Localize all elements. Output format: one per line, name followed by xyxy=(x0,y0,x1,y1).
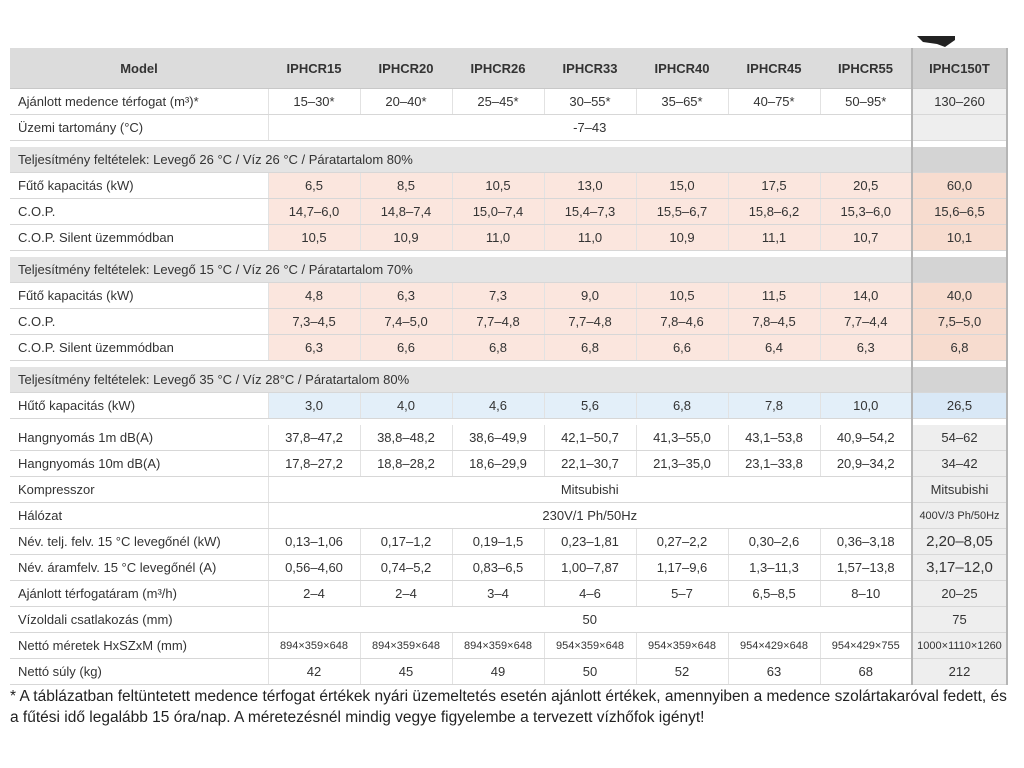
row-label: Név. telj. felv. 15 °C levegőnél (kW) xyxy=(10,529,268,555)
cell: 50–95* xyxy=(820,89,912,115)
cell: 6,3 xyxy=(268,335,360,361)
cell: 3–4 xyxy=(452,581,544,607)
cell: 15,6–6,5 xyxy=(912,199,1007,225)
cell: 15,0 xyxy=(636,173,728,199)
cell: 20,9–34,2 xyxy=(820,451,912,477)
cell: 7,3–4,5 xyxy=(268,309,360,335)
cell: 18,6–29,9 xyxy=(452,451,544,477)
row-label: Név. áramfelv. 15 °C levegőnél (A) xyxy=(10,555,268,581)
section-title: Teljesítmény feltételek: Levegő 35 °C / Víz 28°C / Páratartalom 80% xyxy=(10,367,912,393)
cell: 10,5 xyxy=(636,283,728,309)
spec-table xyxy=(10,48,1008,685)
row-label: Nettó súly (kg) xyxy=(10,659,268,685)
cell: 21,3–35,0 xyxy=(636,451,728,477)
cell: 7,8 xyxy=(728,393,820,419)
cell: 8,5 xyxy=(360,173,452,199)
cell: 0,30–2,6 xyxy=(728,529,820,555)
cell: 6,8 xyxy=(544,335,636,361)
cell: 4,6 xyxy=(452,393,544,419)
cell: 0,74–5,2 xyxy=(360,555,452,581)
row-label: Ajánlott medence térfogat (m³)* xyxy=(10,89,268,115)
section-title: Teljesítmény feltételek: Levegő 15 °C / Víz 26 °C / Páratartalom 70% xyxy=(10,257,912,283)
footnote: * A táblázatban feltüntetett medence térfogat értékek nyári üzemeltetés esetén ajánlott értékek, amennyiben a medence szolártakaróval fedett, és a fűtési idő legalább 15 óra/nap. A méretezésnél mindig vegye figyelembe a tervezett vízhőfok igényt! xyxy=(10,688,1007,726)
dark-corner-shape xyxy=(915,36,955,48)
cell: 7,8–4,6 xyxy=(636,309,728,335)
merged-cell: Mitsubishi xyxy=(268,477,912,503)
row-label: Fűtő kapacitás (kW) xyxy=(10,283,268,309)
cell: 18,8–28,2 xyxy=(360,451,452,477)
cell: 22,1–30,7 xyxy=(544,451,636,477)
cell: 894×359×648 xyxy=(360,633,452,659)
section-header xyxy=(10,257,1007,283)
row-pool-volume xyxy=(10,89,1007,115)
cell: 894×359×648 xyxy=(268,633,360,659)
cell: 7,5–5,0 xyxy=(912,309,1007,335)
cell: 17,5 xyxy=(728,173,820,199)
cell: 20–40* xyxy=(360,89,452,115)
cell: 63 xyxy=(728,659,820,685)
spec-table-container xyxy=(10,48,1007,685)
cell: 7,7–4,4 xyxy=(820,309,912,335)
header-model-label: Model xyxy=(10,48,268,89)
cell: 6,5 xyxy=(268,173,360,199)
cell: 2–4 xyxy=(360,581,452,607)
cell: 6,8 xyxy=(912,335,1007,361)
cell: 40,9–54,2 xyxy=(820,425,912,451)
cell: 15,0–7,4 xyxy=(452,199,544,225)
row-cop xyxy=(10,199,1007,225)
row-label: C.O.P. Silent üzemmódban xyxy=(10,335,268,361)
row-noise-10m xyxy=(10,451,1007,477)
row-rated-current xyxy=(10,555,1007,581)
cell: 6,6 xyxy=(360,335,452,361)
cell: 10,0 xyxy=(820,393,912,419)
cell: 6,8 xyxy=(636,393,728,419)
cell: 45 xyxy=(360,659,452,685)
section-title: Teljesítmény feltételek: Levegő 26 °C / Víz 26 °C / Páratartalom 80% xyxy=(10,147,912,173)
row-label: Ajánlott térfogatáram (m³/h) xyxy=(10,581,268,607)
merged-cell: 50 xyxy=(268,607,912,633)
cell: 20,5 xyxy=(820,173,912,199)
cell: 6,4 xyxy=(728,335,820,361)
cell: 14,7–6,0 xyxy=(268,199,360,225)
cell: 11,0 xyxy=(452,225,544,251)
cell: 212 xyxy=(912,659,1007,685)
cell xyxy=(912,115,1007,141)
cell: 14,0 xyxy=(820,283,912,309)
header-model: IPHC150T xyxy=(912,48,1007,89)
cell: 0,36–3,18 xyxy=(820,529,912,555)
cell: 11,5 xyxy=(728,283,820,309)
cell: 20–25 xyxy=(912,581,1007,607)
row-label: Hangnyomás 1m dB(A) xyxy=(10,425,268,451)
merged-cell: -7–43 xyxy=(268,115,912,141)
cell: 43,1–53,8 xyxy=(728,425,820,451)
row-label: Kompresszor xyxy=(10,477,268,503)
cell: 11,0 xyxy=(544,225,636,251)
cell: 40,0 xyxy=(912,283,1007,309)
row-operating-range xyxy=(10,115,1007,141)
cell: 25–45* xyxy=(452,89,544,115)
cell: 6,3 xyxy=(820,335,912,361)
row-label: C.O.P. Silent üzemmódban xyxy=(10,225,268,251)
row-label: C.O.P. xyxy=(10,309,268,335)
row-rated-power xyxy=(10,529,1007,555)
cell: 954×429×755 xyxy=(820,633,912,659)
cell: 52 xyxy=(636,659,728,685)
cell: 1,17–9,6 xyxy=(636,555,728,581)
cell: 68 xyxy=(820,659,912,685)
cell: 7,3 xyxy=(452,283,544,309)
cell: 0,19–1,5 xyxy=(452,529,544,555)
cell: 0,13–1,06 xyxy=(268,529,360,555)
row-label: Fűtő kapacitás (kW) xyxy=(10,173,268,199)
cell: 0,17–1,2 xyxy=(360,529,452,555)
cell: 42 xyxy=(268,659,360,685)
cell: 0,27–2,2 xyxy=(636,529,728,555)
cell: 50 xyxy=(544,659,636,685)
row-label: Hálózat xyxy=(10,503,268,529)
cell: 7,7–4,8 xyxy=(452,309,544,335)
cell: 1000×1110×1260 xyxy=(912,633,1007,659)
cell: 75 xyxy=(912,607,1007,633)
row-heating-capacity xyxy=(10,283,1007,309)
cell: 4,8 xyxy=(268,283,360,309)
cell: 54–62 xyxy=(912,425,1007,451)
cell: 7,4–5,0 xyxy=(360,309,452,335)
cell: 1,57–13,8 xyxy=(820,555,912,581)
cell: 400V/3 Ph/50Hz xyxy=(912,503,1007,529)
cell: 15–30* xyxy=(268,89,360,115)
cell: 13,0 xyxy=(544,173,636,199)
cell: 2,20–8,05 xyxy=(912,529,1007,555)
cell: 7,7–4,8 xyxy=(544,309,636,335)
cell: 130–260 xyxy=(912,89,1007,115)
header-model: IPHCR40 xyxy=(636,48,728,89)
cell: 10,7 xyxy=(820,225,912,251)
cell: 6,8 xyxy=(452,335,544,361)
header-model: IPHCR20 xyxy=(360,48,452,89)
header-model: IPHCR45 xyxy=(728,48,820,89)
row-label: Üzemi tartomány (°C) xyxy=(10,115,268,141)
cell: 40–75* xyxy=(728,89,820,115)
cell: 6,6 xyxy=(636,335,728,361)
cell: 10,9 xyxy=(636,225,728,251)
row-cop-silent xyxy=(10,225,1007,251)
cell: 4,0 xyxy=(360,393,452,419)
cell: 15,4–7,3 xyxy=(544,199,636,225)
row-compressor xyxy=(10,477,1007,503)
cell: 15,5–6,7 xyxy=(636,199,728,225)
row-label: Vízoldali csatlakozás (mm) xyxy=(10,607,268,633)
row-cop xyxy=(10,309,1007,335)
cell: 15,8–6,2 xyxy=(728,199,820,225)
header-model: IPHCR33 xyxy=(544,48,636,89)
cell: 8–10 xyxy=(820,581,912,607)
merged-cell: 230V/1 Ph/50Hz xyxy=(268,503,912,529)
row-heating-capacity xyxy=(10,173,1007,199)
cell: 6,3 xyxy=(360,283,452,309)
section-header xyxy=(10,147,1007,173)
header-model: IPHCR15 xyxy=(268,48,360,89)
row-label: Hangnyomás 10m dB(A) xyxy=(10,451,268,477)
row-label: Hűtő kapacitás (kW) xyxy=(10,393,268,419)
row-water-connection xyxy=(10,607,1007,633)
header-model: IPHCR55 xyxy=(820,48,912,89)
cell: 10,5 xyxy=(452,173,544,199)
cell: 37,8–47,2 xyxy=(268,425,360,451)
cell: 23,1–33,8 xyxy=(728,451,820,477)
cell: 11,1 xyxy=(728,225,820,251)
cell: 0,83–6,5 xyxy=(452,555,544,581)
cell: 17,8–27,2 xyxy=(268,451,360,477)
cell: 41,3–55,0 xyxy=(636,425,728,451)
header-model: IPHCR26 xyxy=(452,48,544,89)
cell: 9,0 xyxy=(544,283,636,309)
cell: 6,5–8,5 xyxy=(728,581,820,607)
cell: 42,1–50,7 xyxy=(544,425,636,451)
cell: 3,17–12,0 xyxy=(912,555,1007,581)
cell: 1,00–7,87 xyxy=(544,555,636,581)
cell: 10,5 xyxy=(268,225,360,251)
cell: 5,6 xyxy=(544,393,636,419)
cell: 3,0 xyxy=(268,393,360,419)
cell: 1,3–11,3 xyxy=(728,555,820,581)
row-noise-1m xyxy=(10,425,1007,451)
cell: 49 xyxy=(452,659,544,685)
cell: 35–65* xyxy=(636,89,728,115)
cell: 0,23–1,81 xyxy=(544,529,636,555)
cell: 60,0 xyxy=(912,173,1007,199)
row-label: C.O.P. xyxy=(10,199,268,225)
row-weight xyxy=(10,659,1007,685)
row-network xyxy=(10,503,1007,529)
cell: 5–7 xyxy=(636,581,728,607)
section-header xyxy=(10,367,1007,393)
row-dimensions xyxy=(10,633,1007,659)
row-flow-rate xyxy=(10,581,1007,607)
cell: 954×429×648 xyxy=(728,633,820,659)
cell: Mitsubishi xyxy=(912,477,1007,503)
cell: 30–55* xyxy=(544,89,636,115)
cell: 7,8–4,5 xyxy=(728,309,820,335)
cell: 894×359×648 xyxy=(452,633,544,659)
row-cooling-capacity xyxy=(10,393,1007,419)
cell: 2–4 xyxy=(268,581,360,607)
cell: 34–42 xyxy=(912,451,1007,477)
cell: 15,3–6,0 xyxy=(820,199,912,225)
row-cop-silent xyxy=(10,335,1007,361)
cell: 10,9 xyxy=(360,225,452,251)
cell: 954×359×648 xyxy=(544,633,636,659)
cell: 38,8–48,2 xyxy=(360,425,452,451)
cell: 10,1 xyxy=(912,225,1007,251)
row-label: Nettó méretek HxSZxM (mm) xyxy=(10,633,268,659)
cell: 0,56–4,60 xyxy=(268,555,360,581)
cell: 4–6 xyxy=(544,581,636,607)
cell: 38,6–49,9 xyxy=(452,425,544,451)
cell: 954×359×648 xyxy=(636,633,728,659)
header-row xyxy=(10,48,1007,89)
cell: 14,8–7,4 xyxy=(360,199,452,225)
cell: 26,5 xyxy=(912,393,1007,419)
